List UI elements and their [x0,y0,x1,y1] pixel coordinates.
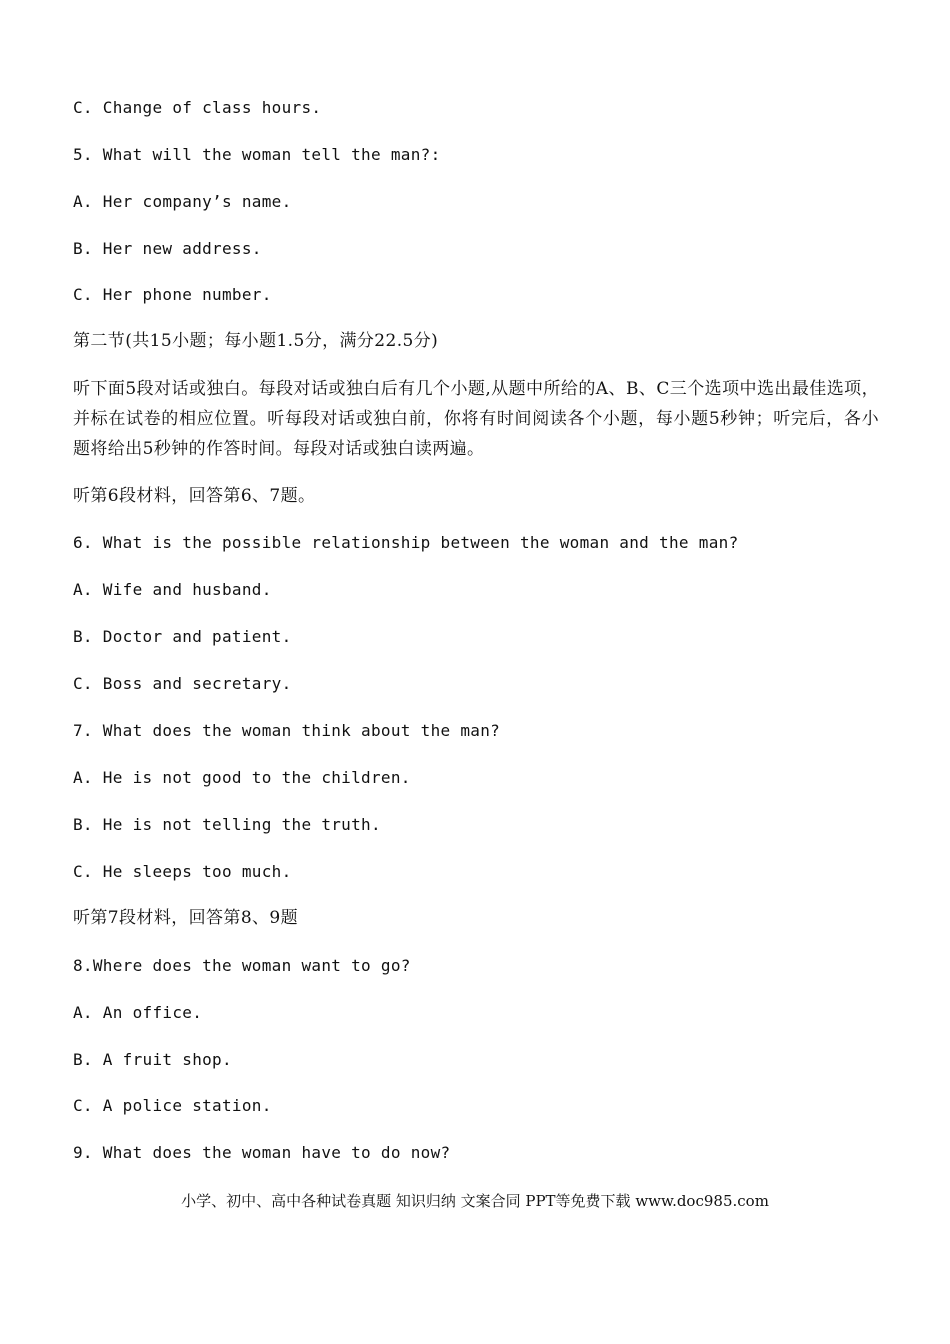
q8-option-c: C. A police station. [73,1096,272,1115]
q6-option-c: C. Boss and secretary. [73,674,292,693]
q7-option-a: A. He is not good to the children. [73,768,411,787]
question-8: 8.Where does the woman want to go? [73,956,411,975]
question-9: 9. What does the woman have to do now? [73,1143,451,1162]
q6-option-a: A. Wife and husband. [73,580,272,599]
material-7-heading: 听第7段材料，回答第8、9题 [73,908,299,928]
q5-option-a: A. Her company’s name. [73,192,292,211]
question-5: 5. What will the woman tell the man?: [73,145,441,164]
q8-option-a: A. An office. [73,1003,203,1022]
q7-option-c: C. He sleeps too much. [73,862,292,881]
q6-option-b: B. Doctor and patient. [73,627,292,646]
q5-option-c: C. Her phone number. [73,285,272,304]
question-7: 7. What does the woman think about the man? [73,721,501,740]
q8-option-b: B. A fruit shop. [73,1050,232,1069]
page-footer: 小学、初中、高中各种试卷真题 知识归纳 文案合同 PPT等免费下载 www.doc985.com [181,1192,769,1210]
q5-option-b: B. Her new address. [73,239,262,258]
section-2-title: 第二节(共15小题；每小题1.5分，满分22.5分) [73,331,439,351]
section-2-instructions: 听下面5段对话或独白。每段对话或独白后有几个小题,从题中所给的A、B、C三个选项中选出最佳选项，并标在试卷的相应位置。听每段对话或独白前，你将有时间阅读各个小题，每小题5秒钟；听完后，各小题将给出5秒钟的作答时间。每段对话或独白读两遍。 [73,379,879,459]
line-q4-option-c: C. Change of class hours. [73,98,322,117]
question-6: 6. What is the possible relationship between the woman and the man? [73,533,739,552]
material-6-heading: 听第6段材料，回答第6、7题。 [73,486,316,506]
q7-option-b: B. He is not telling the truth. [73,815,381,834]
